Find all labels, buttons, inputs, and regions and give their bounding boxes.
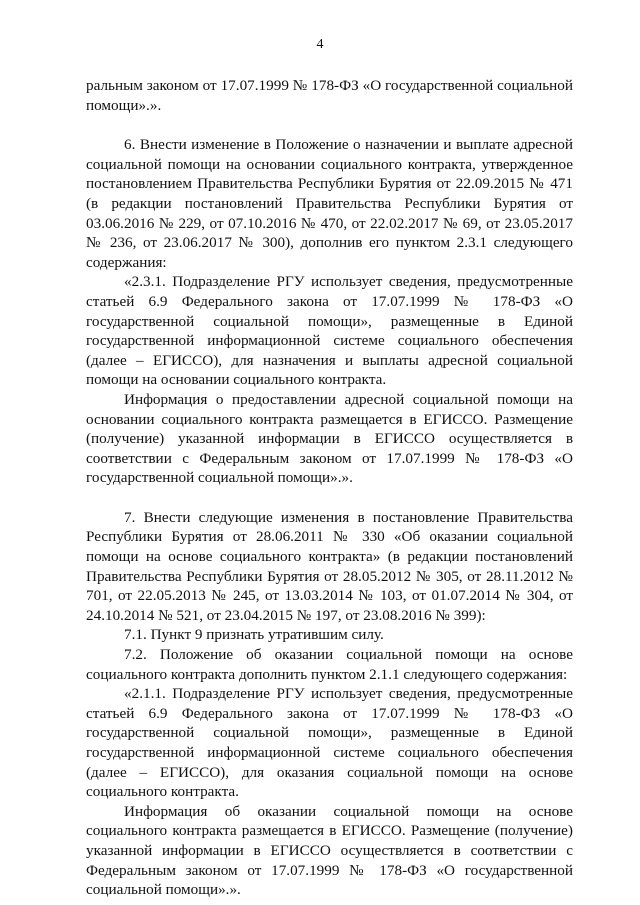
document-body — [86, 76, 573, 900]
paragraph-item-7-1: 7.1. Пункт 9 признать утратившим силу. — [124, 626, 384, 644]
page-number: 4 — [316, 37, 324, 52]
paragraph-item-6: 6. Внести изменение в Положение о назначении и выплате адресной социальной помощи на основании социального контракта, утвержденное постановлением Правительства Республики Бурятия от 22.09.2015 № 471 (в редакции постановлений Правительства Республики Бурятия от 03.06.2016 № 229, от 07.10.2016 № 470, от 22.02.2017 № 69, от 23.05.2017 № 236, от 23.06.2017 № 300), дополнив его пунктом 2.3.1 следующего содержания: — [86, 136, 573, 271]
paragraph-item-2-1-1: «2.1.1. Подразделение РГУ использует сведения, предусмотренные статьей 6.9 Федерального закона от 17.07.1999 № 178-ФЗ «О государственной социальной помощи», размещенные в Единой государственной информационной системе социального обеспечения (далее – ЕГИССО), для оказания социальной помощи на основе социального контракта. — [86, 685, 573, 801]
paragraph-continuation: ральным законом от 17.07.1999 № 178-ФЗ «О государственной социальной помощи».». — [86, 77, 573, 114]
paragraph-item-7-2: 7.2. Положение об оказании социальной помощи на основе социального контракта дополнить пунктом 2.1.1 следующего содержания: — [86, 646, 573, 683]
paragraph-item-7: 7. Внести следующие изменения в постановление Правительства Республики Бурятия от 28.06.2011 № 330 «Об оказании социальной помощи на основе социального контракта» (в редакции постановлений Правительства Республики Бурятия от 28.05.2012 № 305, от 28.11.2012 № 701, от 22.05.2013 № 245, от 13.03.2014 № 103, от 01.07.2014 № 304, от 24.10.2014 № 521, от 23.04.2015 № 197, от 23.08.2016 № 399): — [86, 508, 573, 624]
paragraph-item-2-3-1: «2.3.1. Подразделение РГУ использует сведения, предусмотренные статьей 6.9 Федерального закона от 17.07.1999 № 178-ФЗ «О государственной социальной помощи», размещенные в Единой государственной информационной системе социального обеспечения (далее – ЕГИССО), для назначения и выплаты адресной социальной помощи на основании социального контракта. — [86, 273, 573, 389]
paragraph-egisso-info-2: Информация об оказании социальной помощи на основе социального контракта размещается в ЕГИССО. Размещение (получение) указанной информации в ЕГИССО осуществляется в соответствии с Федеральным законом от 17.07.1999 № 178-ФЗ «О государственной социальной помощи».». — [86, 802, 573, 899]
paragraph-egisso-info-1: Информация о предоставлении адресной социальной помощи на основании социального контракта размещается в ЕГИССО. Размещение (получение) указанной информации в ЕГИССО осуществляется в соответствии с Федеральным законом от 17.07.1999 № 178-ФЗ «О государственной социальной помощи».». — [86, 390, 573, 487]
